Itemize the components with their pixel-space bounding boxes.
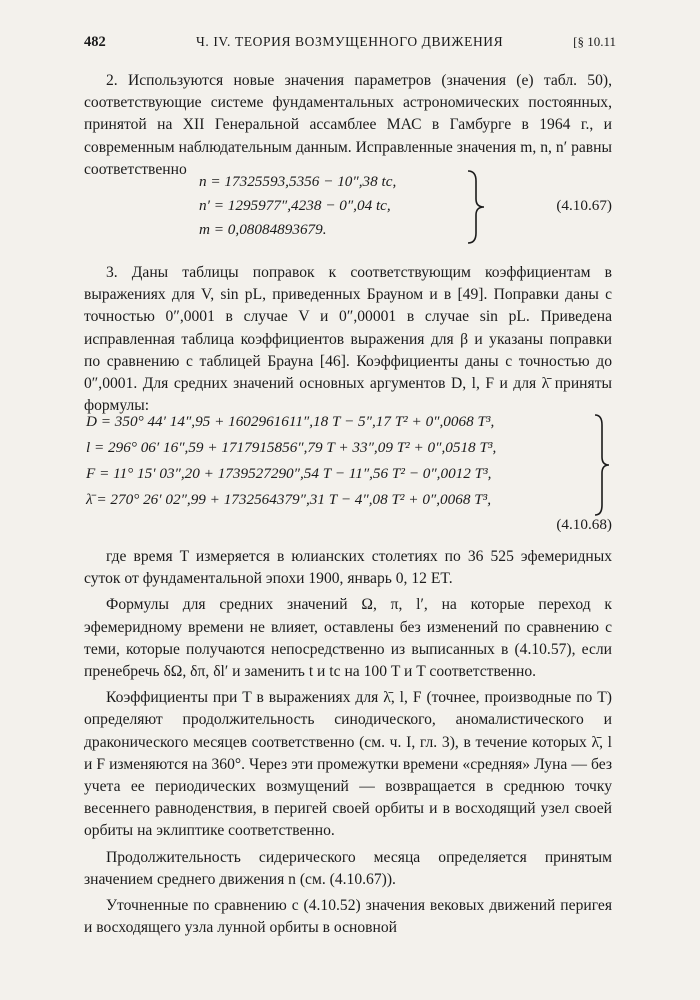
running-header <box>84 34 616 54</box>
paragraph-3: 3. Даны таблицы поправок к соответствующим коэффициентам в выражениях для V, sin pL, приведенных Брауном и в [49]. Поправки даны с точностью 0″,0001 в случае V и 0″,00001 в случае sin pL. Приведена исправленная таблица коэффициентов выражения для β и указаны поправки по сравнению с таблицей Брауна [46]. Коэффициенты даны с точностью до 0″,0001. Для средних значений основных аргументов D, l, F и для λ̄ приняты формулы: <box>84 264 612 415</box>
equation-line-D: D = 350° 44′ 14″,95 + 1602961611″,18 T − 5″,17 T² + 0″,0068 T³, <box>86 413 495 430</box>
equation-line-F: F = 11° 15′ 03″,20 + 1739527290″,54 T − 11″,56 T² − 0″,0012 T³, <box>86 465 492 482</box>
paragraph-sidereal: Продолжительность сидерического месяца определяется принятым значением среднего движения n (см. (4.10.67)). <box>84 848 612 888</box>
equation-line-n: n = 17325593,5356 − 10″,38 tс, <box>199 173 397 190</box>
paragraph-formulas: Формулы для средних значений Ω, π, l′, на которые переход к эфемеридному времени не влияет, оставлены без изменений по сравнению с теми, которые получаются непосредственно из выписанных в (4.10.57), если пренебречь δΩ, δπ, δl′ и заменить t и tс на 100 T и T соответственно. <box>84 596 612 681</box>
equation-number: (4.10.68) <box>556 516 612 533</box>
equation-4-10-68 <box>84 413 612 538</box>
intro-block <box>84 70 612 181</box>
body-block <box>84 546 612 939</box>
paragraph-time: где время T измеряется в юлианских столетиях по 36 525 эфемеридных суток от фундаментальной эпохи 1900, январь 0, 12 ET. <box>84 548 612 588</box>
right-brace-icon <box>464 169 490 245</box>
equation-4-10-67 <box>84 173 612 245</box>
paragraph-refined: Уточненные по сравнению с (4.10.52) значения вековых движений перигея и восходящего узла лунной орбиты в основной <box>84 897 612 937</box>
equation-line-m: m = 0,08084893679. <box>199 221 327 238</box>
equation-line-l: l = 296° 06′ 16″,59 + 1717915856″,79 T + 33″,09 T² + 0″,0518 T³, <box>86 439 497 456</box>
right-brace-icon <box>592 413 612 517</box>
intro-paragraph: 2. Используются новые значения параметров (значения (e) табл. 50), соответствующие системе фундаментальных астрономических постоянных, принятой на XII Генеральной ассамблее МАС в Гамбурге в 1964 г., и современным наблюдательным данным. Исправленные значения m, n, n′ равны соответственно <box>84 72 612 178</box>
page-number: 482 <box>84 34 106 50</box>
running-title: Ч. IV. ТЕОРИЯ ВОЗМУЩЕННОГО ДВИЖЕНИЯ <box>196 34 504 49</box>
paragraph-coefficients: Коэффициенты при T в выражениях для λ̄, l, F (точнее, производные по T) определяют продолжительность синодического, аномалистического и драконического месяцев соответственно (см. ч. I, гл. 3), в течение которых λ̄, l и F изменяются на 360°. Через эти промежутки времени «средняя» Луна — без учета ее периодических возмущений — возвращается в среднюю точку весеннего равноденствия, в перигей своей орбиты и в восходящий узел своей орбиты на эклиптике соответственно. <box>84 689 612 840</box>
equation-line-lambda: λ̄ = 270° 26′ 02″,99 + 1732564379″,31 T − 4″,08 T² + 0″,0068 T³, <box>86 491 492 508</box>
equation-line-n-prime: n′ = 1295977″,4238 − 0″,04 tс, <box>199 197 391 214</box>
paragraph-3-block <box>84 262 612 417</box>
equation-number: (4.10.67) <box>556 197 612 214</box>
section-reference: [§ 10.11 <box>573 34 616 49</box>
